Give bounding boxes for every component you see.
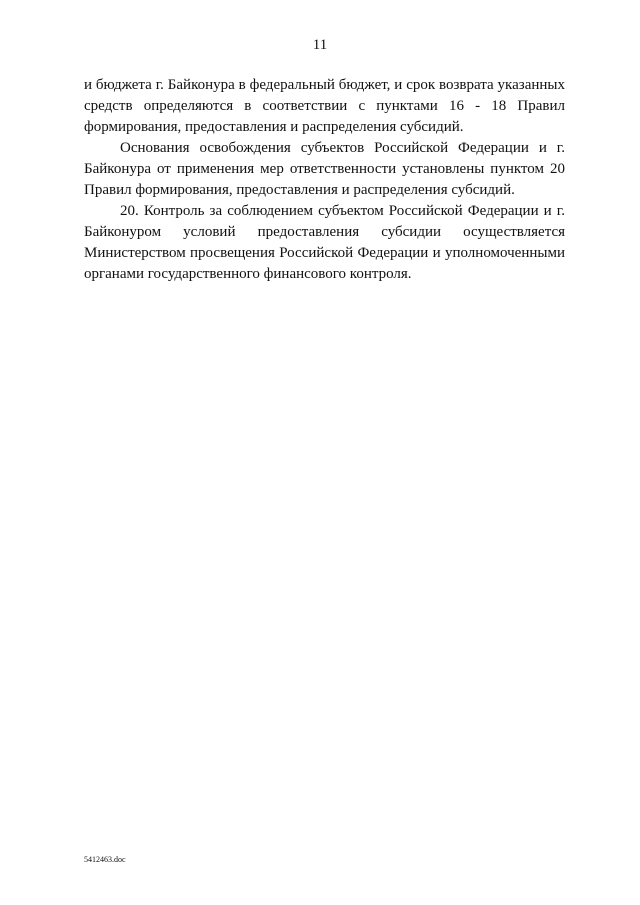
paragraph-control-clause-20: 20. Контроль за соблюдением субъектом Российской Федерации и г. Байконуром условий предоставления субсидии осуществляется Министерством просвещения Российской Федерации и уполномоченными органами государственного финансового контроля. bbox=[84, 203, 565, 282]
document-body bbox=[84, 75, 565, 285]
page-number: 11 bbox=[312, 37, 328, 53]
footer-doc-code: 5412463.doc bbox=[84, 855, 126, 864]
paragraph-continuation: и бюджета г. Байконура в федеральный бюджет, и срок возврата указанных средств определяются в соответствии с пунктами 16 - 18 Правил формирования, предоставления и распределения субсидий. bbox=[84, 77, 565, 135]
paragraph-exemption-grounds: Основания освобождения субъектов Российской Федерации и г. Байконура от применения мер ответственности установлены пунктом 20 Правил формирования, предоставления и распределения субсидий. bbox=[84, 140, 565, 198]
